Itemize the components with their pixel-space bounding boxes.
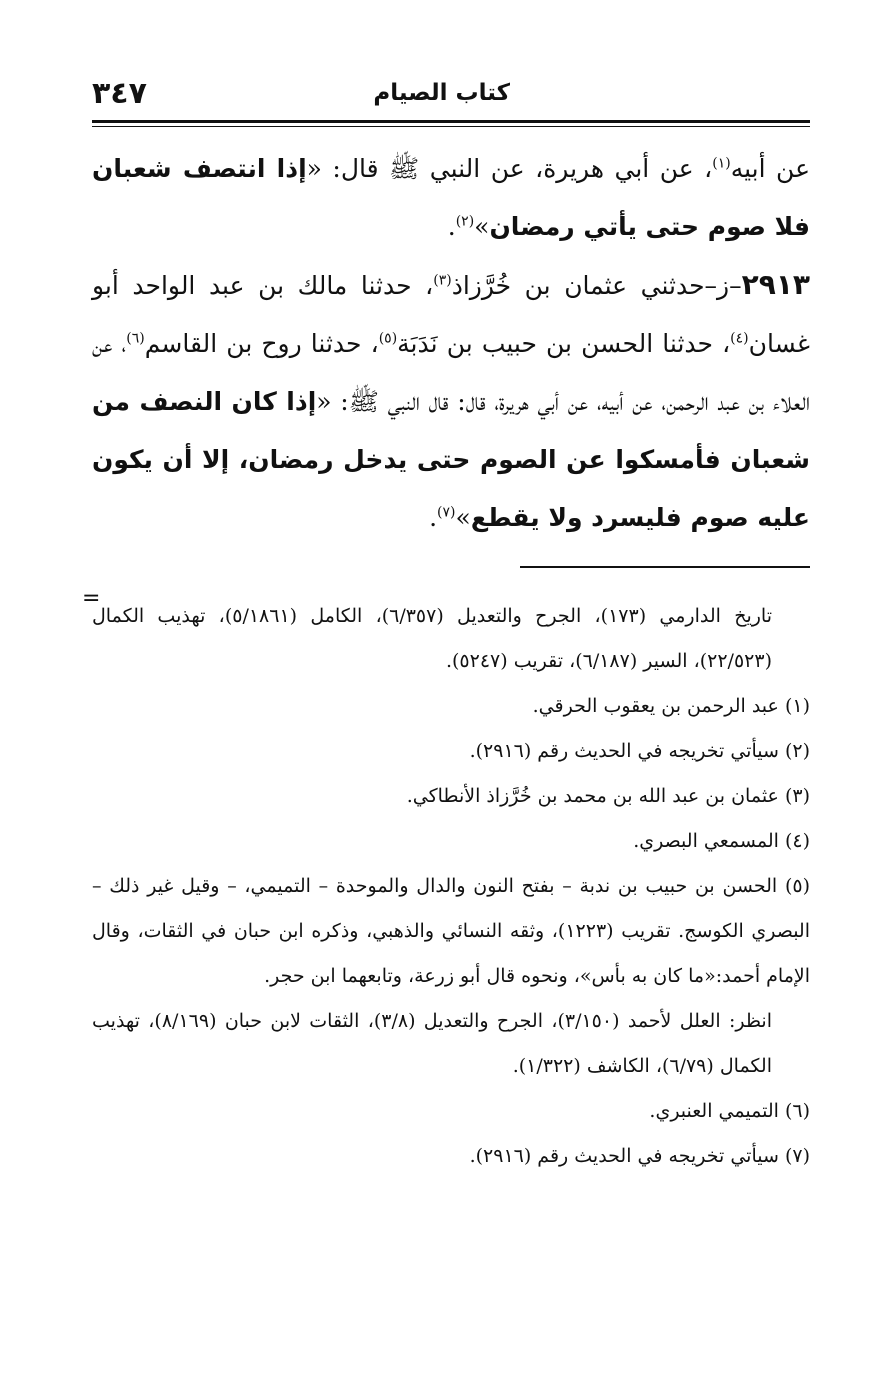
footnote-ref: (٥): [378, 330, 398, 347]
footnote-ref: (٤): [730, 330, 749, 347]
header-rule-thick: [92, 120, 810, 123]
footnote-1: (١) عبد الرحمن بن يعقوب الحرقي.: [532, 695, 810, 717]
footnote-4: (٤) المسمعي البصري.: [633, 830, 810, 852]
footnote-7: (٧) سيأتي تخريجه في الحديث رقم (٢٩١٦).: [469, 1145, 810, 1167]
main-text: [92, 140, 810, 547]
footnote-separator: [520, 566, 810, 568]
previous-hadith-continuation: عن أبيه$^{(١)}$، عن أبي هريرة، عن النبي ﷺ قال: «إذا انتصف شعبان فلا صوم حتى يأتي رمضان»$^{(٢)}$.: [92, 154, 810, 241]
page-header: [92, 74, 810, 118]
hadith-matn: إذا انتصف شعبان فلا صوم حتى يأتي رمضان: [92, 154, 810, 241]
footnote-5-sources: انظر: العلل لأحمد (٣/١٥٠)، الجرح والتعديل (٣/٨)، الثقات لابن حبان (٨/١٦٩)، تهذيب الكمال (٦/٧٩)، الكاشف (١/٣٢٢).: [92, 1010, 772, 1077]
footnote-2: (٢) سيأتي تخريجه في الحديث رقم (٢٩١٦).: [469, 740, 810, 762]
footnote-continued: تاريخ الدارمي (١٧٣)، الجرح والتعديل (٦/٣٥٧)، الكامل (٥/١٨٦١)، تهذيب الكمال (٢٢/٥٢٣)، السير (٦/١٨٧)، تقريب (٥٢٤٧).: [92, 605, 772, 672]
footnote-ref: (٢): [455, 213, 475, 230]
footnote-6: (٦) التميمي العنبري.: [649, 1100, 810, 1122]
footnotes: [92, 594, 810, 1179]
footnote-ref: (١): [712, 155, 731, 172]
hadith-number: ٢٩١٣: [741, 268, 810, 301]
footnote-continuation-mark: =: [82, 586, 101, 611]
page-number: ٣٤٧: [92, 76, 147, 111]
header-rule-thin: [92, 126, 810, 127]
footnote-ref: (٣): [433, 272, 452, 289]
footnote-3: (٣) عثمان بن عبد الله بن محمد بن خُرَّزاذ الأنطاكي.: [406, 785, 810, 807]
footnote-5: (٥) الحسن بن حبيب بن ندبة – بفتح النون والدال والموحدة – التميمي، – وقيل غير ذلك – البصري الكوسج. تقريب (١٢٢٣)، وثقه النسائي والذهبي، وذكره ابن حبان في الثقات، وقال الإمام أحمد:«ما كان به بأس»، ونحوه قال أبو زرعة، وتابعهما ابن حجر.: [92, 875, 810, 987]
footnote-ref: (٧): [437, 504, 456, 521]
footnote-ref: (٦): [126, 330, 145, 347]
running-title: كتاب الصيام: [373, 80, 510, 106]
hadith-matn: إذا كان النصف من شعبان فأمسكوا عن الصوم حتى يدخل رمضان، إلا أن يكون عليه صوم فليسرد ولا يقطع: [92, 387, 810, 532]
hadith-2913: ٢٩١٣–ز–حدثني عثمان بن خُرَّزاذ$^{(٣)}$، حدثنا مالك بن عبد الواحد أبو غسان$^{(٤)}$، حدثنا الحسن بن حبيب بن نَدَبَة$^{(٥)}$، حدثنا روح بن القاسم$^{(٦)}$، عن العلاء بن عبد الرحمن، عن أبيه، عن أبي هريرة، قال: قال النبي ﷺ: «إذا كان النصف من شعبان فأمسكوا عن الصوم حتى يدخل رمضان، إلا أن يكون عليه صوم فليسرد ولا يقطع»$^{(٧)}$.: [92, 268, 810, 532]
book-page: [82, 74, 810, 1334]
